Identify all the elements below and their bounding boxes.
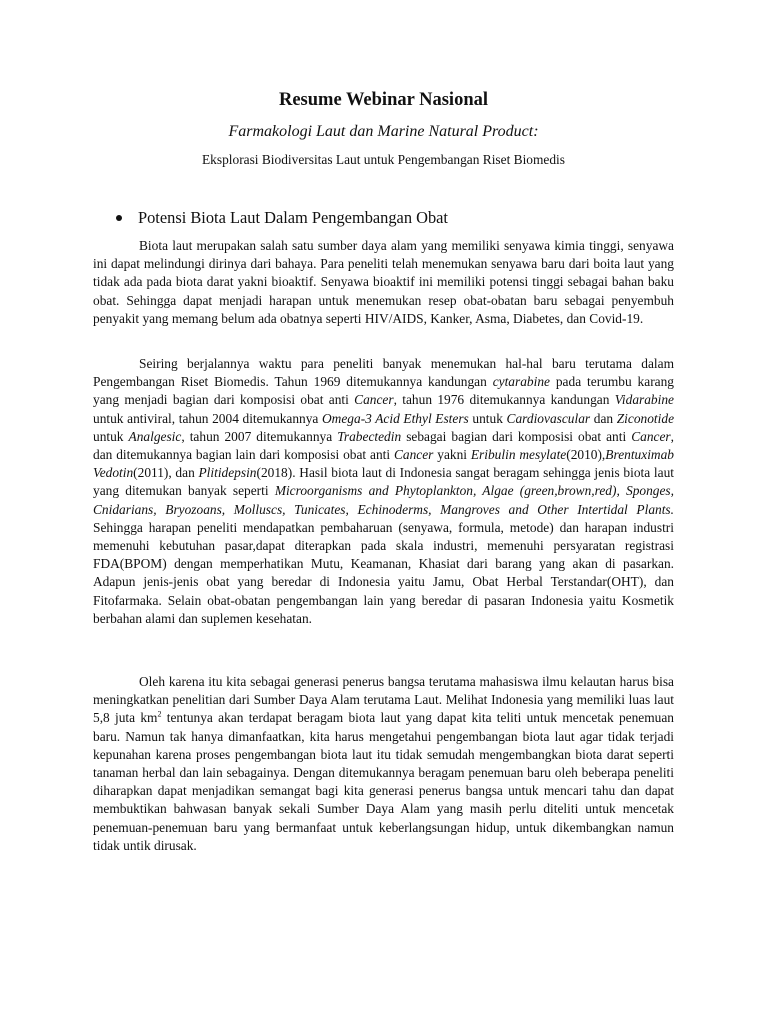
italic-term: Cancer bbox=[393, 447, 434, 463]
italic-term: Plitidepsin bbox=[198, 465, 257, 481]
text-run: tentunya akan terdapat beragam biota laut yang dapat kita teliti untuk mencetak penemuan baru. Namun tak hanya dimanfaatkan, kita harus mengetahui pengembangan biota laut agar tidak terjadi kepunahan karena proses pengembangan biota laut itu tidak semudah mengembangkan biota darat seperti tanaman herbal dan lain sebagainya. Dengan ditemukannya beragam penemuan baru oleh beberapa peneliti diharapkan dapat menjadikan semangat bagi kita generasi penerus bangsa untuk mencari tahu dan dapat membuktikan bahwasan banyak sekali Sumber Daya Alam yang masih perlu diteliti untuk mencetak penemuan-penemuan baru yang bermanfaat untuk keberlangsungan hidup, untuk dikembangkan namun tidak untik dirusak. bbox=[93, 710, 674, 853]
text-run: Seiring berjalannya waktu para peneliti banyak menemukan hal-hal baru terutama dalam Pengembangan Riset Biomedis. Tahun 1969 ditemukannya kandungan bbox=[93, 356, 674, 390]
text-run: , dan ditemukannya bagian lain dari komposisi obat anti bbox=[93, 428, 674, 463]
italic-term: cytarabine bbox=[492, 374, 550, 390]
text-run: untuk antiviral, tahun 2004 ditemukannya bbox=[93, 410, 323, 426]
italic-term: Cancer bbox=[631, 428, 671, 444]
text-run: untuk bbox=[93, 428, 129, 444]
section-heading-text: Potensi Biota Laut Dalam Pengembangan Obat bbox=[138, 208, 448, 227]
text-run: (2018). Hasil biota laut di Indonesia sangat beragam sehingga jenis biota laut yang ditemukan banyak seperti bbox=[93, 465, 674, 499]
italic-term: Eribulin mesylate bbox=[470, 447, 567, 463]
italic-term: Trabectedin bbox=[337, 428, 402, 444]
italic-term: Cardiovascular bbox=[506, 410, 591, 426]
document-title: Resume Webinar Nasional bbox=[278, 90, 488, 110]
italic-term: Brentuximab Vedotin bbox=[93, 447, 674, 481]
superscript: 2 bbox=[157, 709, 162, 719]
paragraph-1: Biota laut merupakan salah satu sumber daya alam yang memiliki senyawa kimia tinggi, senyawa ini dapat melindungi dirinya dari bahaya. Para peneliti telah menemukan senyawa baru dari boita laut yang tidak ada pada biota darat yakni bioaktif. Senyawa bioaktif ini memiliki potensi tinggi sebagai bahan baku obat. Sehingga dapat menjadi harapan untuk menemukan resep obat-obatan baru sebagai penyembuh penyakit yang memang belum ada obatnya seperti HIV/AIDS, Kanker, Asma, Diabetes, dan Covid-19. bbox=[93, 238, 674, 326]
paragraph-2 bbox=[93, 355, 674, 628]
section-heading bbox=[115, 206, 675, 230]
text-run: , tahun 2007 ditemukannya bbox=[181, 428, 338, 444]
italic-term: Ziconotide bbox=[616, 410, 675, 426]
italic-term: Vidarabine bbox=[614, 392, 674, 408]
text-run: pada terumbu karang yang menjadi bagian dari komposisi obat anti bbox=[93, 374, 674, 408]
document-subsubtitle: Eksplorasi Biodiversitas Laut untuk Pengembangan Riset Biomedis bbox=[202, 152, 565, 167]
text-run: yakni bbox=[433, 447, 471, 463]
text-run: untuk bbox=[468, 410, 507, 426]
italic-term: Omega-3 Acid Ethyl Esters bbox=[322, 410, 469, 426]
text-run: (2011), dan bbox=[133, 465, 199, 481]
italic-term: Microorganisms and Phytoplankton, Algae (green,brown,red), Sponges, Cnidarians, Bryozoans, Molluscs, Tunicates, Echinoderms, Mangroves and Other Intertidal Plants. bbox=[93, 483, 674, 517]
paragraph-3 bbox=[93, 673, 674, 855]
bullet-icon bbox=[116, 215, 122, 221]
text-run: , tahun 1976 ditemukannya kandungan bbox=[393, 392, 615, 408]
text-run: dan bbox=[590, 410, 617, 426]
text-run: Oleh karena itu kita sebagai generasi penerus bangsa terutama mahasiswa ilmu kelautan harus bisa meningkatkan penelitian dari Sumber Daya Alam terutama Laut. Melihat Indonesia yang memiliki luas laut 5,8 juta km bbox=[93, 674, 674, 726]
italic-term: Cancer bbox=[354, 392, 394, 408]
text-run: sebagai bagian dari komposisi obat anti bbox=[401, 428, 632, 444]
text-run: (2010), bbox=[566, 447, 606, 463]
text-run: Sehingga harapan peneliti mendapatkan pembaharuan (senyawa, formula, metode) dan harapan industri memenuhi kebutuhan pasar,dapat diterapkan pada skala industri, memenuhi persyaratan registrasi FDA(BPOM) dengan memperhatikan Mutu, Keamanan, Khasiat dari barang yang akan di pasarkan. Adapun jenis-jenis obat yang beredar di Indonesia yaitu Jamu, Obat Herbal Terstandar(OHT), dan Fitofarmaka. Selain obat-obatan pengembangan lain yang beredar di pasaran Indonesia yaitu Kosmetik berbahan alami dan suplemen kesehatan. bbox=[93, 519, 674, 626]
document-subtitle: Farmakologi Laut dan Marine Natural Product: bbox=[228, 123, 539, 140]
italic-term: Analgesic bbox=[128, 428, 182, 444]
